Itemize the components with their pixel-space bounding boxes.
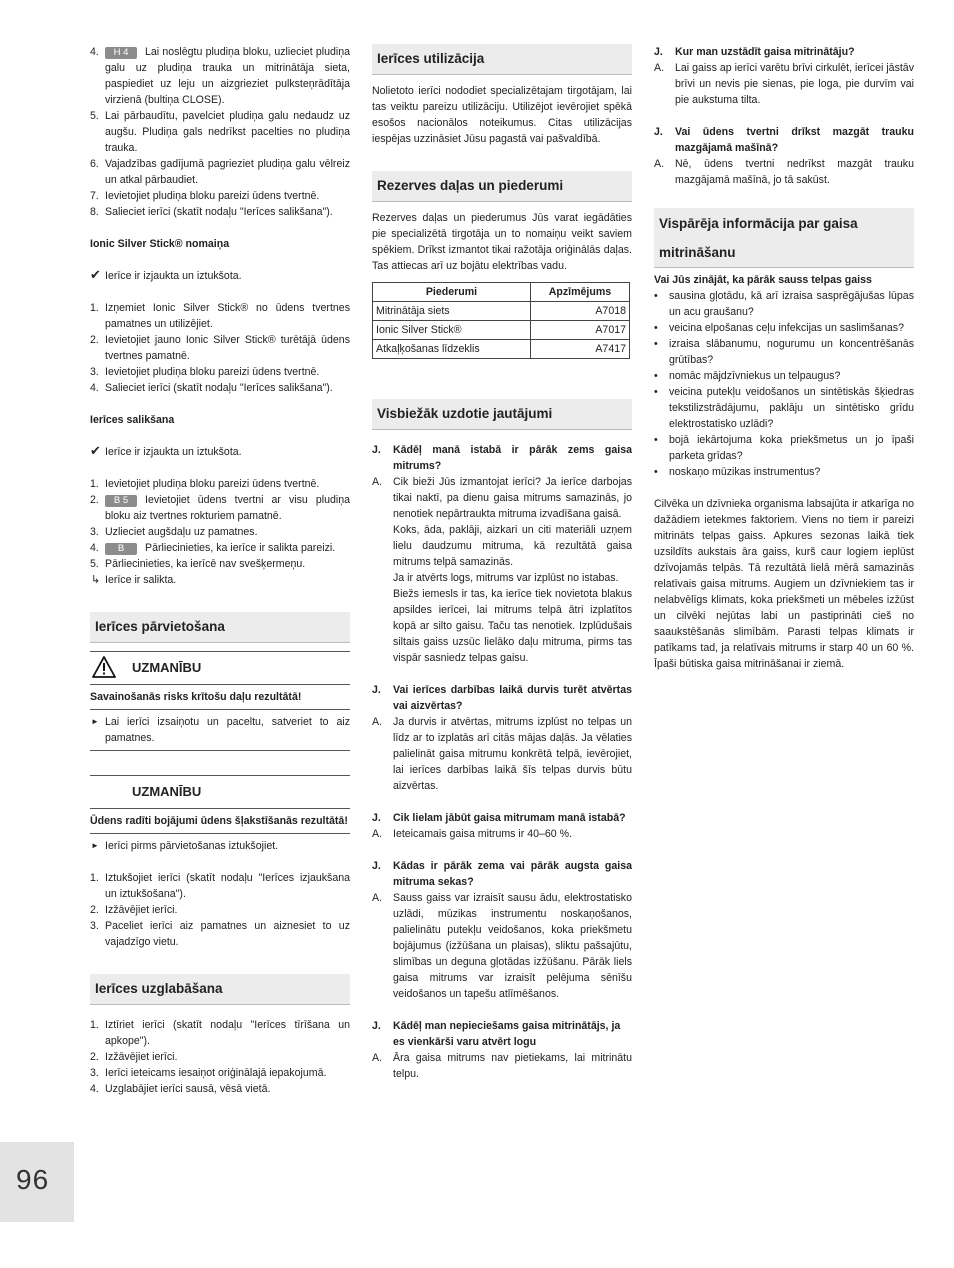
- list-item: 4. Salieciet ierīci (skatīt nodaļu "Ierīces salikšana").: [90, 382, 333, 394]
- section-heading-info: Vispārēja informācija par gaisa mitrināšanu: [654, 208, 914, 268]
- warning-title: UZMANĪBU: [132, 660, 202, 675]
- checkmark-icon: ✔: [90, 267, 101, 282]
- list-item: 3. Paceliet ierīci aiz pamatnes un aiznesiet to uz vajadzīgo vietu.: [90, 920, 350, 948]
- list-item: • sausina gļotādu, kā arī izraisa sasprēgājušas lūpas un acu graušanu?: [654, 290, 914, 318]
- warning-box: [90, 775, 350, 809]
- list-item: • izraisa slābanumu, nogurumu un koncentrēšanās grūtības?: [654, 338, 914, 366]
- table-cell: Atkaļķošanas līdzeklis: [373, 340, 531, 359]
- table-cell: Ionic Silver Stick®: [373, 321, 531, 340]
- warning-triangle-icon: [92, 656, 116, 678]
- precondition: ✔ Ierīce ir izjaukta un iztukšota.: [90, 267, 242, 282]
- table-row: [373, 321, 630, 340]
- warning-subtitle: Savainošanās risks krītošu daļu rezultātā!: [90, 689, 350, 710]
- faq-question: J. Kur man uzstādīt gaisa mitrinātāju?: [654, 46, 855, 58]
- list-item: 3. Ierīci ieteicams iesaiņot oriģinālajā iepakojumā.: [90, 1067, 327, 1079]
- list-item: 1. Iztukšojiet ierīci (skatīt nodaļu "Ierīces izjaukšana un iztukšošana").: [90, 872, 350, 900]
- table-row: [373, 340, 630, 359]
- page-number: 96: [16, 1164, 50, 1195]
- list-item: 4. B Pārliecinieties, ka ierīce ir salikta pareizi.: [90, 542, 336, 554]
- assembly-steps-list: [90, 476, 350, 572]
- faq-question: J. Kādēļ manā istabā ir pārāk zems gaisa mitrums?: [372, 444, 632, 472]
- result-item: ↳ Ierīce ir salikta.: [91, 574, 177, 586]
- info-subheading: Vai Jūs zinājāt, ka pārāk sauss telpas gaiss: [654, 274, 872, 286]
- section-heading-parts: Rezerves daļas un piederumi: [372, 171, 632, 202]
- list-item: 4. H 4 Lai noslēgtu pludiņa bloku, uzlieciet pludiņa galu uz pludiņa trauka un mitrinātāja sieta, paspiediet uz leju un aizgrieziet pulksteņrādītāja virzienā (bultiņa CLOSE).: [90, 46, 350, 106]
- list-item: 3. Ievietojiet pludiņa bloku pareizi ūdens tvertnē.: [90, 366, 320, 378]
- figure-tag: H 4: [105, 47, 137, 59]
- list-item: • veicina elpošanas ceļu infekcijas un saslimšanas?: [654, 322, 904, 334]
- page-number-box: [0, 1142, 74, 1222]
- list-item: • veicina putekļu veidošanos un sintētiskās šķiedras tekstilizstrādājumu, paklāju un sintētisko grīdu elektrostatisko uzlādi?: [654, 386, 914, 430]
- warning-subtitle: Ūdens radīti bojājumi ūdens šļakstīšanās rezultātā!: [90, 813, 350, 834]
- info-text: Cilvēka un dzīvnieka organisma labsajūta ir atkarīga no dažādiem ietekmes faktoriem. Viens no tiem ir pareizi mitrināts telpas gaiss. Apkures sezonas laikā tiek uzsildīts aukstais āra gaiss, kurš caur logiem ieplūst dzīvojamās telpās. Tā rezultātā lielā mērā samazinās relatīvais gaisa mitrums. Augiem un dzīvniekiem tas ir nelabvēlīgs klimats, koka priekšmeti un mēbeles izžūst un cilvēki nejūtas labi un pastiprināti cieš no saaukstēšanās slimībām. Parasti telpas klimats ir patīkams tad, ja relatīvais mitrums ir starp 40 un 60 %. Īpaši būtiska gaisa mitrināšanai ir ziemā.: [654, 498, 914, 670]
- float-steps-list: [90, 44, 350, 220]
- table-header: Apzīmējums: [530, 283, 629, 302]
- storage-steps-list: [90, 1017, 350, 1097]
- list-item: 5. Lai pārbaudītu, pavelciet pludiņa galu nedaudz uz augšu. Pludiņa gals nedrīkst pacelties no pludiņa trauka.: [90, 110, 350, 154]
- section-heading-move: Ierīces pārvietošana: [90, 612, 350, 643]
- disposal-text: Nolietoto ierīci nododiet specializētajam tirgotājam, lai tas veiktu pareizu utilizāciju. Utilizējot ievērojiet spēkā esošos nacionālos noteikumus. Citas utilizācijas iespējas uzzināsiet Jūsu pagastā vai pašvaldībā.: [372, 85, 632, 145]
- warning-title: UZMANĪBU: [132, 784, 202, 799]
- list-item: 2. Ievietojiet jauno Ionic Silver Stick® turētājā ūdens tvertnes pamatnē.: [90, 334, 350, 362]
- right-column: [654, 44, 914, 672]
- list-item: • bojā iekārtojuma koka priekšmetus un jo īpaši parketa grīdas?: [654, 434, 914, 462]
- warning-item: ► Ierīci pirms pārvietošanas iztukšojiet.: [91, 840, 279, 852]
- faq-question: J. Cik lielam jābūt gaisa mitrumam manā istabā?: [372, 812, 626, 824]
- list-item: 2. B 5 Ievietojiet ūdens tvertni ar visu pludiņa bloku aiz tvertnes rokturiem pamatnē.: [90, 494, 350, 522]
- parts-text: Rezerves daļas un piederumus Jūs varat iegādāties pie specializētā tirgotāja un to nomaiņu veikt saviem spēkiem. Drīkst izmantot tikai ražotāja oriģinālās daļas. Tas attiecas arī uz bojātu elektrības vadu.: [372, 212, 632, 272]
- accessories-table: [372, 282, 630, 359]
- list-item: • nomāc mājdzīvniekus un telpaugus?: [654, 370, 841, 382]
- faq-answer: A. Lai gaiss ap ierīci varētu brīvi cirkulēt, ierīcei jāstāv brīvi un nevis pie sienas, pie loga, pie durvīm vai pie aukstuma tilta.: [654, 62, 914, 106]
- warning-item: ► Lai ierīci izsaiņotu un paceltu, satveriet to aiz pamatnes.: [91, 716, 350, 744]
- section-heading-disposal: Ierīces utilizācija: [372, 44, 632, 75]
- middle-column: [372, 44, 632, 1082]
- list-item: 1. Izņemiet Ionic Silver Stick® no ūdens tvertnes pamatnes un utilizējiet.: [90, 302, 350, 330]
- list-item: 8. Salieciet ierīci (skatīt nodaļu "Ierīces salikšana").: [90, 206, 333, 218]
- list-item: 2. Izžāvējiet ierīci.: [90, 904, 178, 916]
- table-cell: A7018: [530, 302, 629, 321]
- list-item: 7. Ievietojiet pludiņa bloku pareizi ūdens tvertnē.: [90, 190, 320, 202]
- list-item: 1. Ievietojiet pludiņa bloku pareizi ūdens tvertnē.: [90, 478, 320, 490]
- triangle-bullet-icon: ►: [91, 841, 99, 850]
- figure-tag: B 5: [105, 495, 137, 507]
- faq-answer: A. Nē, ūdens tvertni nedrīkst mazgāt trauku mazgājamā mašīnā, jo tā sakūst.: [654, 158, 914, 186]
- list-item: 5. Pārliecinieties, ka ierīcē nav svešķermeņu.: [90, 558, 306, 570]
- table-header-row: [373, 283, 630, 302]
- faq-answer: A. Ja durvis ir atvērtas, mitrums izplūst no telpas un līdz ar to izplatās arī citās mājas daļās. Ja vēlaties palielināt gaisa mitrumu konkrētā telpā, ievērojiet, lai ierīces darbības laikā šīs telpas durvis būtu aizvērtas.: [372, 716, 632, 792]
- result-arrow-icon: ↳: [91, 574, 101, 586]
- list-item: • noskaņo mūzikas instrumentus?: [654, 466, 821, 478]
- ionic-heading: Ionic Silver Stick® nomaiņa: [90, 238, 230, 250]
- faq-question: J. Vai ūdens tvertni drīkst mazgāt trauku mazgājamā mašīnā?: [654, 126, 914, 154]
- faq-answer: A. Āra gaisa mitrums nav pietiekams, lai mitrinātu telpu.: [372, 1052, 632, 1080]
- checkmark-icon: ✔: [90, 443, 101, 458]
- table-row: [373, 302, 630, 321]
- triangle-bullet-icon: ►: [91, 717, 99, 726]
- table-cell: A7017: [530, 321, 629, 340]
- section-heading-storage: Ierīces uzglabāšana: [90, 974, 350, 1005]
- ionic-steps-list: [90, 300, 350, 396]
- info-bullet-list: [654, 288, 914, 480]
- faq-question: J. Kādēļ man nepieciešams gaisa mitrinātājs, ja es vienkārši varu atvērt logu: [372, 1020, 621, 1048]
- faq-answer: A. Sauss gaiss var izraisīt sausu ādu, elektrostatisko uzlādi, mūzikas instrumentu noskaņošanos, palielinātu putekļu veidošanos, koka priekšmetu bojājumus (izžūšana un plaisas), sliktu pašsajūtu, slimības un deguna gļotādas izžūšanu. Pārāk liels gaisa mitrums var izraisīt pelējuma sēnīšu veidošanos un tapešu atlīmēšanos.: [372, 892, 632, 1000]
- faq-question: J. Kādas ir pārāk zema vai pārāk augsta gaisa mitruma sekas?: [372, 860, 632, 888]
- list-item: 6. Vajadzības gadījumā pagrieziet pludiņa galu vēlreiz un atkal pārbaudiet.: [90, 158, 350, 186]
- figure-tag: B: [105, 543, 137, 555]
- table-cell: Mitrinātāja siets: [373, 302, 531, 321]
- list-item: 1. Iztīriet ierīci (skatīt nodaļu "Ierīces tīrīšana un apkope").: [90, 1019, 350, 1047]
- list-item: 3. Uzlieciet augšdaļu uz pamatnes.: [90, 526, 258, 538]
- list-item: 2. Izžāvējiet ierīci.: [90, 1051, 178, 1063]
- left-column: [90, 44, 350, 1097]
- table-cell: A7417: [530, 340, 629, 359]
- table-header: Piederumi: [373, 283, 531, 302]
- faq-answer: A. Ieteicamais gaisa mitrums ir 40–60 %.: [372, 828, 572, 840]
- move-steps-list: [90, 870, 350, 950]
- precondition: ✔ Ierīce ir izjaukta un iztukšota.: [90, 443, 242, 458]
- faq-question: J. Vai ierīces darbības laikā durvis turēt atvērtas vai aizvērtas?: [372, 684, 632, 712]
- section-heading-faq: Visbiežāk uzdotie jautājumi: [372, 399, 632, 430]
- faq-answer: A. Cik bieži Jūs izmantojat ierīci? Ja ierīce darbojas tikai naktī, pa dienu gaisa mitrums samazinās, jo nenotiek nepārtraukta mitruma izvadīšana gaisā. Koks, āda, paklāji, aizkari un citi materiāli uzņem lielu daudzumu mitruma, kā rezultātā gaisa mitrums telpā samazinās. Ja ir atvērts logs, mitrums var izplūst no istabas. Biežs iemesls ir tas, ka ierīce tiek novietota blakus apsildes ierīcei, lai mitrums telpā ātri izplatītos kopā ar silto gaisu. Taču tas nenotiek. Izplūdušais siltais gaiss uzsūc lielāko daļu mitruma, pirms tas vispār sasniedz telpas gaisu.: [372, 476, 632, 664]
- list-item: 4. Uzglabājiet ierīci sausā, vēsā vietā.: [90, 1083, 271, 1095]
- warning-box: [90, 651, 350, 685]
- assembly-heading: Ierīces salikšana: [90, 414, 175, 426]
